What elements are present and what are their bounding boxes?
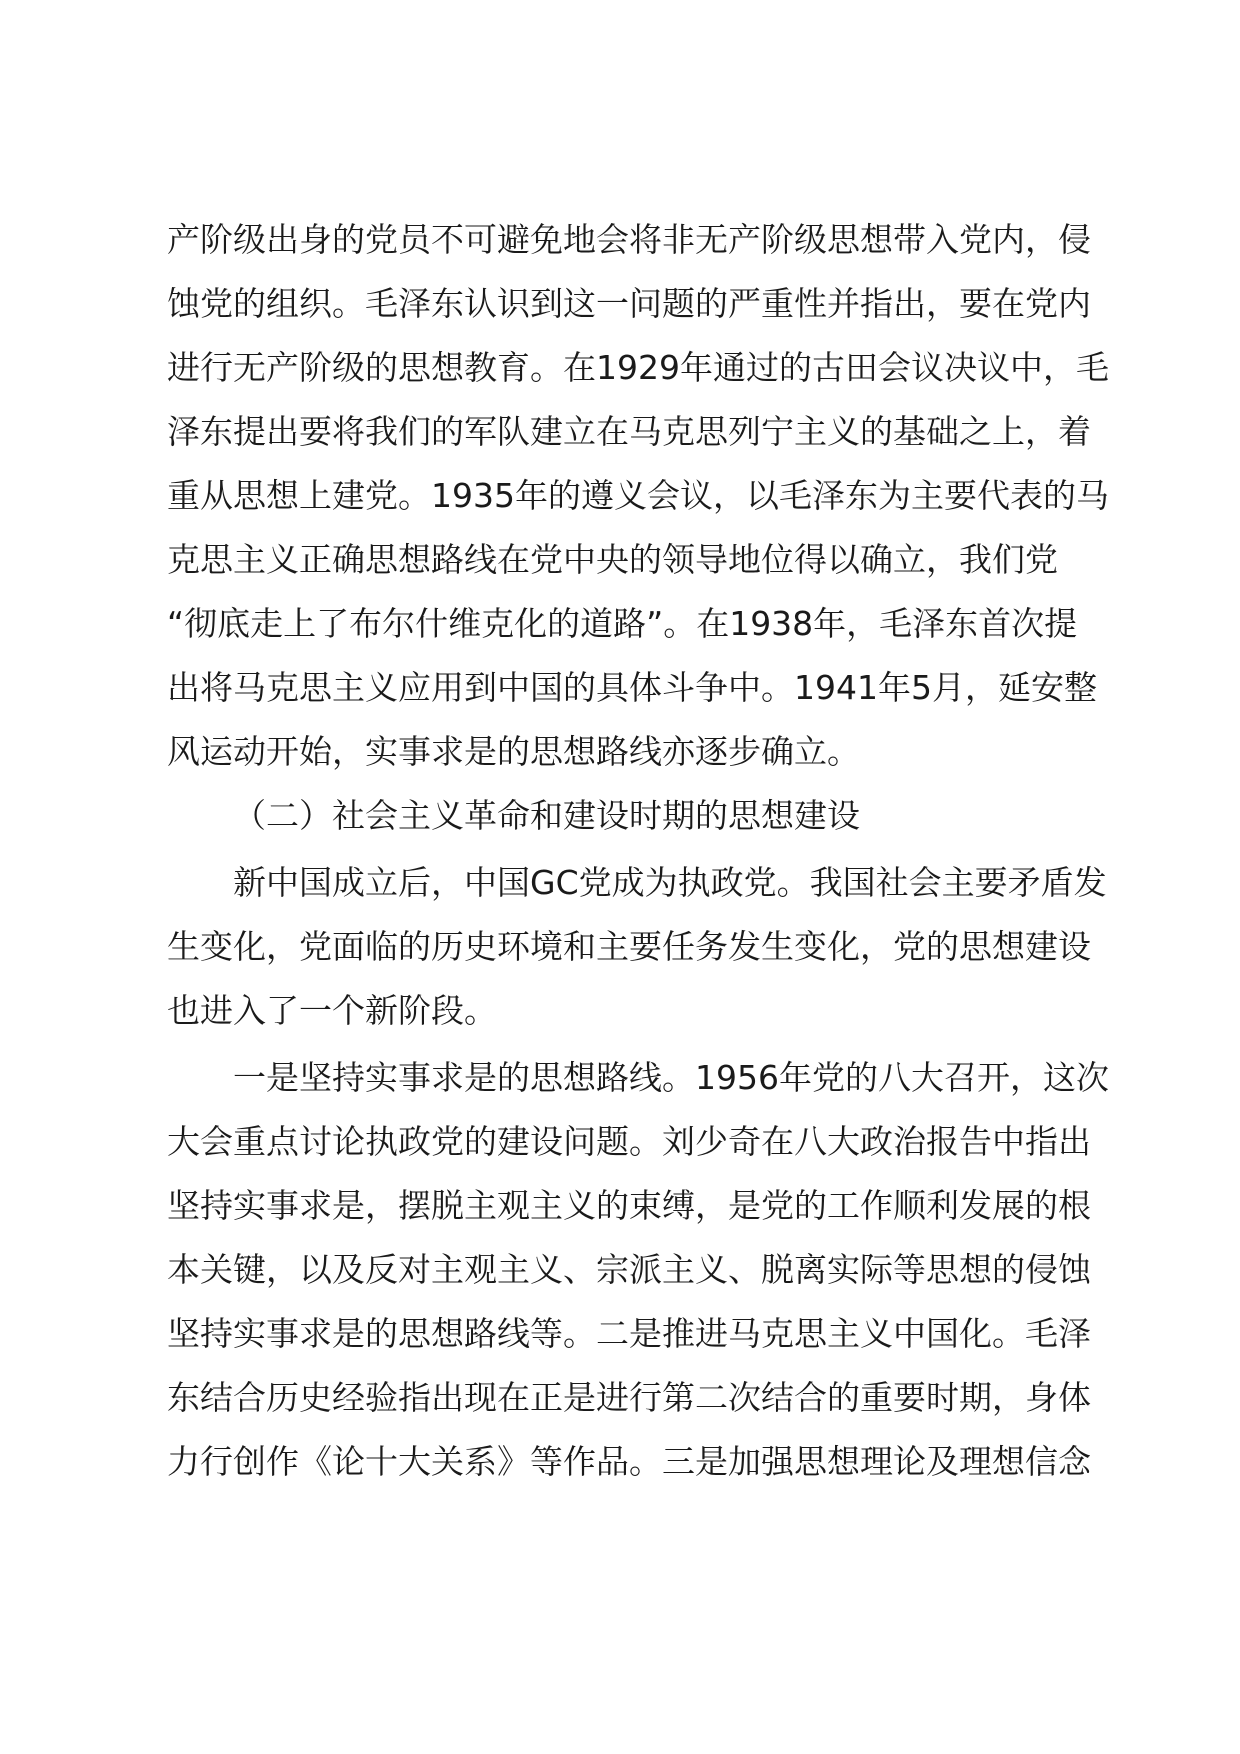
text-line: 力行创作《论十大关系》等作品。三是加强思想理论及理想信念 — [167, 1442, 1091, 1481]
text-line: 重从思想上建党。1935年的遵义会议，以毛泽东为主要代表的马 — [167, 476, 1109, 515]
text-line: 进行无产阶级的思想教育。在1929年通过的古田会议决议中，毛 — [167, 348, 1109, 387]
text-line: 风运动开始，实事求是的思想路线亦逐步确立。 — [167, 732, 860, 771]
text-line: 泽东提出要将我们的军队建立在马克思列宁主义的基础之上，着 — [167, 412, 1091, 451]
text-line: “彻底走上了布尔什维克化的道路”。在1938年，毛泽东首次提 — [167, 604, 1078, 643]
text-line: 本关键，以及反对主观主义、宗派主义、脱离实际等思想的侵蚀 — [167, 1250, 1091, 1289]
paragraph-first-line: 一是坚持实事求是的思想路线。1956年党的八大召开，这次 — [233, 1058, 1109, 1097]
text-line: 坚持实事求是，摆脱主观主义的束缚，是党的工作顺利发展的根 — [167, 1186, 1091, 1225]
text-line: 克思主义正确思想路线在党中央的领导地位得以确立，我们党 — [167, 540, 1058, 579]
text-line: 出将马克思主义应用到中国的具体斗争中。1941年5月，延安整 — [167, 668, 1097, 707]
text-line: 东结合历史经验指出现在正是进行第二次结合的重要时期，身体 — [167, 1378, 1091, 1417]
text-line: 蚀党的组织。毛泽东认识到这一问题的严重性并指出，要在党内 — [167, 284, 1091, 323]
text-line: 产阶级出身的党员不可避免地会将非无产阶级思想带入党内，侵 — [167, 220, 1091, 259]
text-line: 坚持实事求是的思想路线等。二是推进马克思主义中国化。毛泽 — [167, 1314, 1091, 1353]
paragraph-first-line: 新中国成立后，中国GC党成为执政党。我国社会主要矛盾发 — [233, 863, 1107, 902]
text-line: 也进入了一个新阶段。 — [167, 991, 497, 1030]
section-heading: （二）社会主义革命和建设时期的思想建设 — [233, 796, 860, 835]
text-line: 大会重点讨论执政党的建设问题。刘少奇在八大政治报告中指出 — [167, 1122, 1091, 1161]
text-line: 生变化，党面临的历史环境和主要任务发生变化，党的思想建设 — [167, 927, 1091, 966]
